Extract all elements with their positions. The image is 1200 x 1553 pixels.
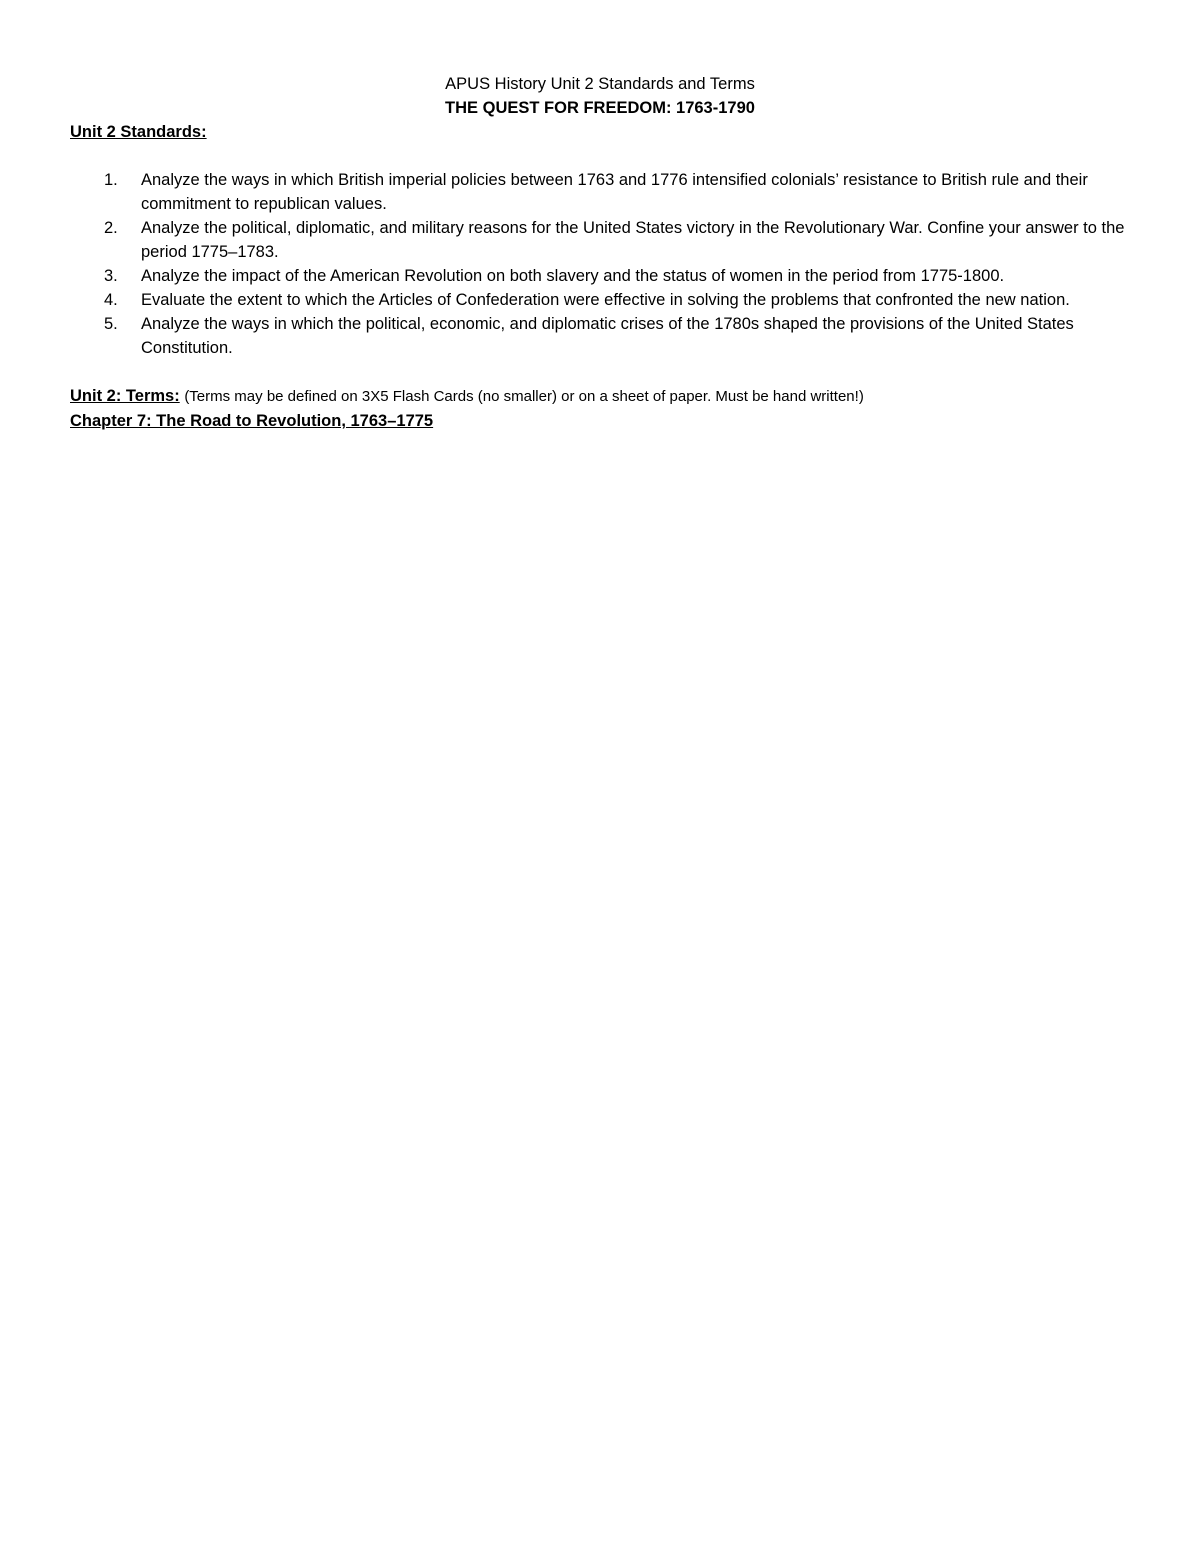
standard-number: 4. (104, 291, 118, 309)
terms-label: Unit 2: Terms: (70, 387, 180, 405)
standard-item (70, 264, 1130, 288)
standard-number: 3. (104, 267, 118, 285)
standard-number: 5. (104, 315, 118, 333)
standard-text: Evaluate the extent to which the Articles of Confederation were effective in solving the problems that confronted the new nation. (141, 291, 1070, 309)
chapter-heading: Chapter 7: The Road to Revolution, 1763–1775 (70, 412, 434, 430)
standard-item (70, 168, 1130, 216)
standard-text: Analyze the ways in which the political, economic, and diplomatic crises of the 1780s shaped the provisions of the United States Constitution. (141, 315, 1074, 357)
standard-text: Analyze the impact of the American Revolution on both slavery and the status of women in the period from 1775-1800. (141, 267, 1005, 285)
standards-list (70, 168, 1130, 360)
document-subtitle: THE QUEST FOR FREEDOM: 1763-1790 (445, 99, 755, 117)
standard-text: Analyze the political, diplomatic, and military reasons for the United States victory in the Revolutionary War. Confine your answer to the period 1775–1783. (141, 219, 1125, 261)
standard-item (70, 288, 1130, 312)
standard-number: 1. (104, 171, 118, 189)
standard-item (70, 216, 1130, 264)
terms-note: (Terms may be defined on 3X5 Flash Cards (no smaller) or on a sheet of paper. Must be hand written!) (184, 388, 864, 405)
standard-text: Analyze the ways in which British imperial policies between 1763 and 1776 intensified colonials’ resistance to British rule and their commitment to republican values. (141, 171, 1088, 213)
document-content (70, 72, 1130, 433)
terms-line (70, 384, 1130, 409)
document-title: APUS History Unit 2 Standards and Terms (445, 75, 755, 93)
standards-heading: Unit 2 Standards: (70, 123, 207, 141)
standard-number: 2. (104, 219, 118, 237)
standard-item (70, 312, 1130, 360)
